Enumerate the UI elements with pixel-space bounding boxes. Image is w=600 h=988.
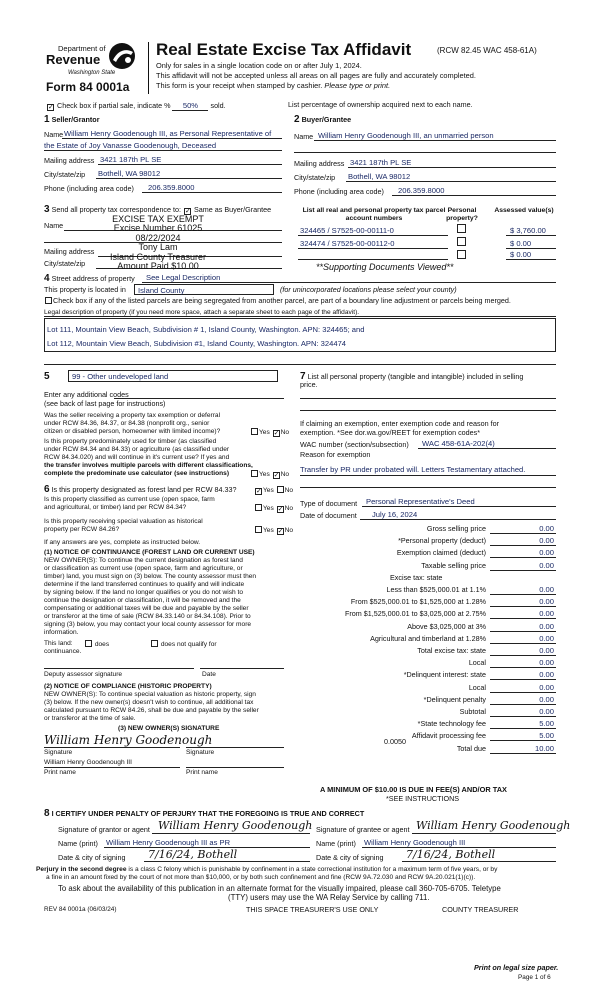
street-address-row: 4 Street address of property <box>44 273 135 284</box>
notice-compliance-l1: NEW OWNER(S): To continue special valuation as historic property, sign <box>44 691 256 698</box>
grantor-sig-label: Signature of grantor or agent <box>58 825 150 834</box>
notice-compliance-l4: or transferor at the time of sale. <box>44 715 136 722</box>
calc-value[interactable]: 5.00 <box>539 731 554 741</box>
grantee-sig-label: Signature of grantee or agent <box>316 825 410 834</box>
doc-date[interactable]: July 16, 2024 <box>372 510 418 519</box>
personal-property-col-header: Personal property? <box>446 207 478 223</box>
calc-value[interactable]: 0.00 <box>539 633 554 643</box>
buyer-mailing[interactable]: 3421 187th PL SE <box>350 158 412 167</box>
notice-continuance-l10: information. <box>44 629 79 636</box>
personal-property-checkbox-1[interactable] <box>457 224 466 233</box>
personal-property-checkbox-2[interactable] <box>457 237 466 246</box>
header-divider <box>148 42 149 94</box>
doc-date-label: Date of document <box>300 511 357 520</box>
seller-phone-label: Phone (including area code) <box>44 184 134 193</box>
calc-value[interactable]: 0.00 <box>539 548 554 558</box>
section5-number: 5 <box>44 371 50 382</box>
forest-question: 6 Is this property designated as forest land per RCW 84.33? <box>44 484 237 495</box>
historic-question-l1: Is this property receiving special valuation as historical <box>44 518 203 525</box>
calc-value[interactable]: 0.00 <box>539 524 554 533</box>
this-land-label: This land: <box>44 640 73 647</box>
local-rate: 0.0050 <box>384 737 406 746</box>
if-yes-note: If any answers are yes, complete as instructed below. <box>44 539 201 546</box>
deputy-signature-label: Deputy assessor signature <box>44 671 123 678</box>
corr-city-label: City/state/zip <box>44 259 86 268</box>
buyer-mailing-label: Mailing address <box>294 159 345 168</box>
seller-mailing-label: Mailing address <box>44 156 95 165</box>
forest-no-checkbox[interactable] <box>277 486 284 493</box>
supporting-docs-stamp: **Supporting Documents Viewed** <box>316 262 454 272</box>
seller-name-line2[interactable]: the Estate of Joy Vanasse Goodenough, Deceased <box>44 141 217 150</box>
timber-no-checkbox[interactable]: ✓ <box>273 472 280 479</box>
wac-number[interactable]: WAC 458-61A-202(4) <box>422 439 495 448</box>
deputy-date-label: Date <box>202 671 216 678</box>
calc-value-underline <box>490 570 556 571</box>
calc-value[interactable]: 0.00 <box>539 585 554 594</box>
notice-compliance-title: (2) NOTICE OF COMPLIANCE (HISTORIC PROPERTY) <box>44 683 212 690</box>
see-instructions: *SEE INSTRUCTIONS <box>386 794 460 803</box>
grantee-name-label: Name (print) <box>316 839 356 848</box>
calc-value-underline <box>490 704 556 705</box>
calc-value-underline <box>490 557 556 558</box>
dept-line1: Department of <box>58 44 106 53</box>
current-use-yes-no: Yes ✓No <box>254 504 293 513</box>
buyer-city[interactable]: Bothell, WA 98012 <box>348 172 411 181</box>
buyer-city-label: City/state/zip <box>294 173 336 182</box>
calc-value-underline <box>490 533 556 534</box>
calc-value[interactable]: 0.00 <box>539 536 554 546</box>
calc-label: Less than $525,000.01 at 1.1% <box>386 585 486 594</box>
notice-continuance-l3: timber) land, you must sign on (3) below. The county assessor must then <box>44 573 257 580</box>
form-number: Form 84 0001a <box>46 80 130 94</box>
forest-yes-checkbox[interactable]: ✓ <box>256 488 262 495</box>
rcw-reference: (RCW 82.45 WAC 458-61A) <box>437 46 537 55</box>
grantee-print-name[interactable]: William Henry Goodenough III <box>364 838 466 847</box>
alternate-format-line2: (TTY) users may use the WA Relay Service by calling 711. <box>228 893 430 902</box>
historic-no-checkbox[interactable]: ✓ <box>277 528 284 535</box>
perjury-line2: a fine in an amount fixed by the court of not more than $10,000, or by both such confinement and fine (RCW 9A.72.030 and RCW 9A.20.021(1)(c)). <box>46 874 476 881</box>
corr-name-label: Name <box>44 221 64 230</box>
calc-value[interactable]: 0.00 <box>539 670 554 680</box>
buyer-name-label: Name <box>294 132 314 141</box>
county-select[interactable]: Island County <box>134 284 274 295</box>
new-owner-sig-label-1: Signature <box>44 749 73 756</box>
calc-value[interactable]: 0.00 <box>539 707 554 716</box>
exemption-yes-no: Yes ✓No <box>250 428 289 437</box>
calc-label: Subtotal <box>459 707 486 716</box>
dept-line3: Washington State <box>68 70 116 76</box>
exemption-instructions-l2: exemption. *See dor.wa.gov/REET for exemption codes* <box>300 428 481 437</box>
calc-label: *Delinquent penalty <box>423 694 486 704</box>
calc-value-underline <box>490 606 556 607</box>
grantor-date-city[interactable]: 7/16/24, Bothell <box>148 848 238 861</box>
page-number: Page 1 of 6 <box>518 974 551 981</box>
notice-compliance-l2: (3) below. If the new owner(s) doesn't wish to continue, all additional tax <box>44 699 254 706</box>
timber-yes-no: Yes ✓No <box>250 470 289 479</box>
notice-continuance-l2: or classification as current use (open space, farm and agriculture, or <box>44 565 243 572</box>
personal-property-checkbox-3[interactable] <box>457 250 466 259</box>
calc-value-underline <box>490 728 556 729</box>
section7-line2: price. <box>300 380 318 389</box>
partial-sale-checkbox[interactable]: ✓ <box>48 104 54 111</box>
buyer-phone-label: Phone (including area code) <box>294 187 384 196</box>
historic-yes-no: Yes ✓No <box>254 526 293 535</box>
grantee-date-label: Date & city of signing <box>316 853 384 862</box>
alternate-format-line1: To ask about the availability of this publication in an alternate format for the visually impaired, please call 360-705-6705. Teletype <box>58 884 501 893</box>
grantor-name-label: Name (print) <box>58 839 98 848</box>
seller-city-label: City/state/zip <box>44 170 86 179</box>
new-owner-sig-label-2: Signature <box>186 749 215 756</box>
calc-label: *Delinquent interest: state <box>403 670 486 680</box>
historic-question-l2: property per RCW 84.26? <box>44 526 120 533</box>
exemption-question-l2: under RCW 84.36, 84.37, or 84.38 (nonprofit org., senior <box>44 420 210 427</box>
exemption-question-l3: citizen or disabled person, homeowner with limited income)? <box>44 428 221 435</box>
calc-label: Local <box>468 682 486 692</box>
calc-value-underline <box>490 740 556 741</box>
calc-value[interactable]: 5.00 <box>539 719 554 729</box>
parcel-number-1[interactable]: 324465 / S7525-00-00111-0 <box>300 226 394 235</box>
calc-value-underline <box>490 618 556 619</box>
segregated-checkbox[interactable] <box>45 297 52 304</box>
treasurer-use-label: THIS SPACE TREASURER'S USE ONLY <box>246 905 379 914</box>
buyer-heading: 2 Buyer/Grantee <box>294 114 352 125</box>
calc-label: Agricultural and timberland at 1.28% <box>370 633 486 643</box>
revenue-logo-icon <box>106 40 138 72</box>
does-option: does <box>84 640 109 649</box>
calc-value-underline <box>490 594 556 595</box>
notice-continuance-l6: continue the designation or classification, it will be removed and the <box>44 597 241 604</box>
calc-value[interactable]: 0.00 <box>539 658 554 668</box>
grantor-print-name[interactable]: William Henry Goodenough III as PR <box>106 838 231 847</box>
timber-question-l3: RCW 84.34.020) and will continue in it's current use? If yes and <box>44 454 230 461</box>
exemption-no-checkbox[interactable]: ✓ <box>273 430 280 437</box>
does-not-option: does not qualify for <box>150 640 217 649</box>
calc-value-underline <box>490 679 556 680</box>
calc-label: *State technology fee <box>417 719 486 729</box>
legal-description-label: Legal description of property (if you need more space, attach a separate sheet to each page of the affidavit). <box>44 309 360 316</box>
calc-label: Exemption claimed (deduct) <box>396 548 486 558</box>
calc-value-underline <box>490 655 556 656</box>
calc-value[interactable]: 0.00 <box>539 609 554 619</box>
seller-city[interactable]: Bothell, WA 98012 <box>98 169 161 178</box>
notice-continuance-l5: by signing below. If the land no longer qualifies or you do not wish to <box>44 589 244 596</box>
current-use-question-l1: Is this property classified as current use (open space, farm <box>44 496 215 503</box>
calc-value[interactable]: 0.00 <box>539 682 554 692</box>
print-name-label-2: Print name <box>186 769 218 776</box>
historic-yes-checkbox[interactable] <box>255 526 262 533</box>
calc-value[interactable]: 10.00 <box>534 743 554 753</box>
seller-name-line1[interactable]: William Henry Goodenough III, as Personal Representative of <box>64 129 272 138</box>
parcel-number-2[interactable]: 324474 / S7525-00-00112-0 <box>300 239 395 248</box>
intro-line3: This form is your receipt when stamped by cashier. Please type or print. <box>156 81 391 90</box>
stamp-line3: 08/22/2024 <box>135 232 181 243</box>
legal-description-line1: Lot 111, Mountain View Beach, Subdivision # 1, Island County, Washington. APN: 324465; and <box>47 325 365 334</box>
calc-label: Taxable selling price <box>421 560 486 570</box>
reason-label: Reason for exemption <box>300 450 371 459</box>
timber-question-l1: Is this property predominately used for timber (as classified <box>44 438 217 445</box>
wac-label: WAC number (section/subsection) <box>300 440 409 449</box>
current-use-question-l2: and agricultural, or timber) land per RCW 84.34? <box>44 504 187 511</box>
calc-value-underline <box>490 753 556 754</box>
notice-continuance-l7: compensating or additional taxes will be due and payable by the seller <box>44 605 249 612</box>
calc-value-underline <box>490 545 556 546</box>
calc-label: From $1,525,000.01 to $3,025,000 at 2.75% <box>344 609 486 619</box>
calc-value-underline <box>490 631 556 632</box>
assessed-value-1[interactable]: $ 3,760.00 <box>510 226 546 235</box>
calc-label: Affidavit processing fee <box>411 731 486 741</box>
exemption-question-l1: Was the seller receiving a property tax exemption or deferral <box>44 412 221 419</box>
calc-label: Total due <box>456 743 486 753</box>
notice-continuance-l1: NEW OWNER(S): To continue the current designation as forest land <box>44 557 243 564</box>
exemption-yes-checkbox[interactable] <box>251 428 258 435</box>
grantee-signature[interactable]: William Henry Goodenough <box>416 819 571 832</box>
calc-label: *Personal property (deduct) <box>398 536 486 546</box>
legal-description-line2: Lot 112, Mountain View Beach, Subdivision #1, Island County, Washington. APN: 324474 <box>47 339 347 348</box>
calc-value-underline <box>490 667 556 668</box>
seller-mailing[interactable]: 3421 187th PL SE <box>100 155 162 164</box>
additional-codes-label: Enter any additional codes <box>44 390 129 399</box>
excise-state-label: Excise tax: state <box>390 572 443 582</box>
partial-sale-row: ✓ Check box if partial sale, indicate % 50% sold. <box>48 101 226 111</box>
stamp-line6: Amount Paid $10.00 <box>117 261 199 272</box>
new-owner-signature-title: (3) NEW OWNER(S) SIGNATURE <box>118 725 220 732</box>
forest-yes-no: ✓Yes No <box>256 487 294 495</box>
timber-yes-checkbox[interactable] <box>251 470 258 477</box>
land-use-select[interactable]: 99 - Other undeveloped land <box>68 370 278 382</box>
calc-label: Gross selling price <box>426 524 486 533</box>
revision-number: REV 84 0001a (06/03/24) <box>44 906 117 913</box>
legal-description-box[interactable] <box>44 318 556 352</box>
current-use-yes-checkbox[interactable] <box>255 504 262 511</box>
tax-correspondence-row: 3 Send all property tax correspondence to: ✓ Same as Buyer/Grantee <box>44 204 272 215</box>
section7-line1: 7 List all personal property (tangible and intangible) included in selling <box>300 371 524 382</box>
print-name-label-1: Print name <box>44 769 76 776</box>
additional-codes-note: (see back of last page for instructions) <box>44 399 166 408</box>
seller-name-label: Name <box>44 130 64 139</box>
grantor-signature[interactable]: William Henry Goodenough <box>158 819 313 832</box>
calc-label: From $525,000.01 to $1,525,000 at 1.28% <box>350 597 486 607</box>
calc-value-underline <box>490 716 556 717</box>
timber-question-l2: under RCW 84.34 and 84.33) or agriculture (as classified under <box>44 446 230 453</box>
excise-stamp <box>88 215 228 272</box>
segregated-row: Check box if any of the listed parcels are being segregated from another parcel, are part of a boundary line adjustment or parcels being merged. <box>44 297 511 306</box>
calc-label: Total excise tax: state <box>417 646 486 655</box>
stamp-line4: Tony Lam <box>138 242 178 253</box>
calc-value[interactable]: 0.00 <box>539 694 554 704</box>
seller-phone[interactable]: 206.359.8000 <box>148 183 195 192</box>
stamp-line1: EXCISE TAX EXEMPT <box>112 214 204 224</box>
list-percentage-note: List percentage of ownership acquired next to each name. <box>288 100 473 109</box>
stamp-line2: Excise Number 61025 <box>113 223 203 234</box>
does-not-checkbox[interactable] <box>151 640 158 647</box>
grantee-date-city[interactable]: 7/16/24, Bothell <box>406 848 496 861</box>
certify-heading: 8 I CERTIFY UNDER PENALTY OF PERJURY THAT THE FOREGOING IS TRUE AND CORRECT <box>44 808 365 819</box>
county-treasurer-label: COUNTY TREASURER <box>442 905 519 914</box>
intro-line2: This affidavit will not be accepted unless all areas on all pages are fully and accurately completed. <box>156 71 476 80</box>
timber-question-l4: the transfer involves multiple parcels with different classifications, <box>44 462 253 469</box>
form-title: Real Estate Excise Tax Affidavit <box>156 40 412 59</box>
notice-continuance-title: (1) NOTICE OF CONTINUANCE (FOREST LAND OR CURRENT USE) <box>44 549 255 556</box>
calc-value[interactable]: 0.00 <box>539 560 554 570</box>
continuance-label: continuance. <box>44 648 82 655</box>
calc-value[interactable]: 0.00 <box>539 646 554 655</box>
assessed-value-2[interactable]: $ 0.00 <box>510 239 532 248</box>
assessed-col-header: Assessed value(s) <box>494 207 554 214</box>
exemption-instructions-l1: If claiming an exemption, enter exemption code and reason for <box>300 419 499 428</box>
print-legal-note: Print on legal size paper. <box>474 963 559 972</box>
corr-mailing-label: Mailing address <box>44 247 95 256</box>
does-checkbox[interactable] <box>85 640 92 647</box>
stamp-line5: Island County Treasurer <box>109 251 207 262</box>
doc-type-label: Type of document <box>300 499 358 508</box>
buyer-phone[interactable]: 206.359.8000 <box>398 186 445 195</box>
calc-label: Above $3,025,000 at 3% <box>407 621 486 631</box>
seller-heading: 1 Seller/Grantor <box>44 114 100 125</box>
new-owner-print-name[interactable]: William Henry Goodenough III <box>44 759 132 766</box>
calc-value-underline <box>490 692 556 693</box>
assessed-value-3[interactable]: $ 0.00 <box>510 250 532 259</box>
new-owner-signature[interactable]: William Henry Goodenough <box>44 733 213 747</box>
notice-continuance-l8: or transferor at the time of sale (RCW 84.33.140 or 84.34.108). Prior to <box>44 613 251 620</box>
calc-value-underline <box>490 643 556 644</box>
calc-label: Local <box>468 658 486 668</box>
dept-line2: Revenue <box>46 52 101 67</box>
notice-continuance-l9: signing (3) below, you may contact your local county assessor for more <box>44 621 252 628</box>
perjury-line1: Perjury in the second degree is a class C felony which is punishable by confinement in a state correctional institution for a maximum term of five years, or by <box>36 866 498 873</box>
located-in-label: This property is located in <box>44 285 126 294</box>
buyer-name[interactable]: William Henry Goodenough III, an unmarried person <box>318 131 494 140</box>
timber-question-l5: complete the predominate use calculator (see instructions) <box>44 470 230 477</box>
current-use-no-checkbox[interactable]: ✓ <box>277 506 284 513</box>
located-note: (for unincorporated locations please select your county) <box>280 285 457 294</box>
grantor-date-label: Date & city of signing <box>58 853 126 862</box>
parcel-col-header: List all real and personal property tax parcel account numbers <box>302 207 446 223</box>
notice-continuance-l4: determine if the land transferred continues to qualify and will indicate <box>44 581 245 588</box>
intro-line1: Only for sales in a single location code on or after July 1, 2024. <box>156 61 362 70</box>
same-as-buyer-checkbox[interactable]: ✓ <box>185 208 191 215</box>
notice-compliance-l3: calculated pursuant to RCW 84.26, shall be due and payable by the seller <box>44 707 259 714</box>
minimum-due-note: A MINIMUM OF $10.00 IS DUE IN FEE(S) AND/OR TAX <box>320 785 507 794</box>
exemption-reason[interactable]: Transfer by PR under probated will. Letters Testamentary attached. <box>300 465 526 474</box>
partial-percent[interactable]: 50% <box>172 101 208 111</box>
street-address-value[interactable]: See Legal Description <box>146 273 221 282</box>
doc-type[interactable]: Personal Representative's Deed <box>366 497 475 506</box>
calc-value[interactable]: 0.00 <box>539 621 554 631</box>
calc-value[interactable]: 0.00 <box>539 597 554 607</box>
